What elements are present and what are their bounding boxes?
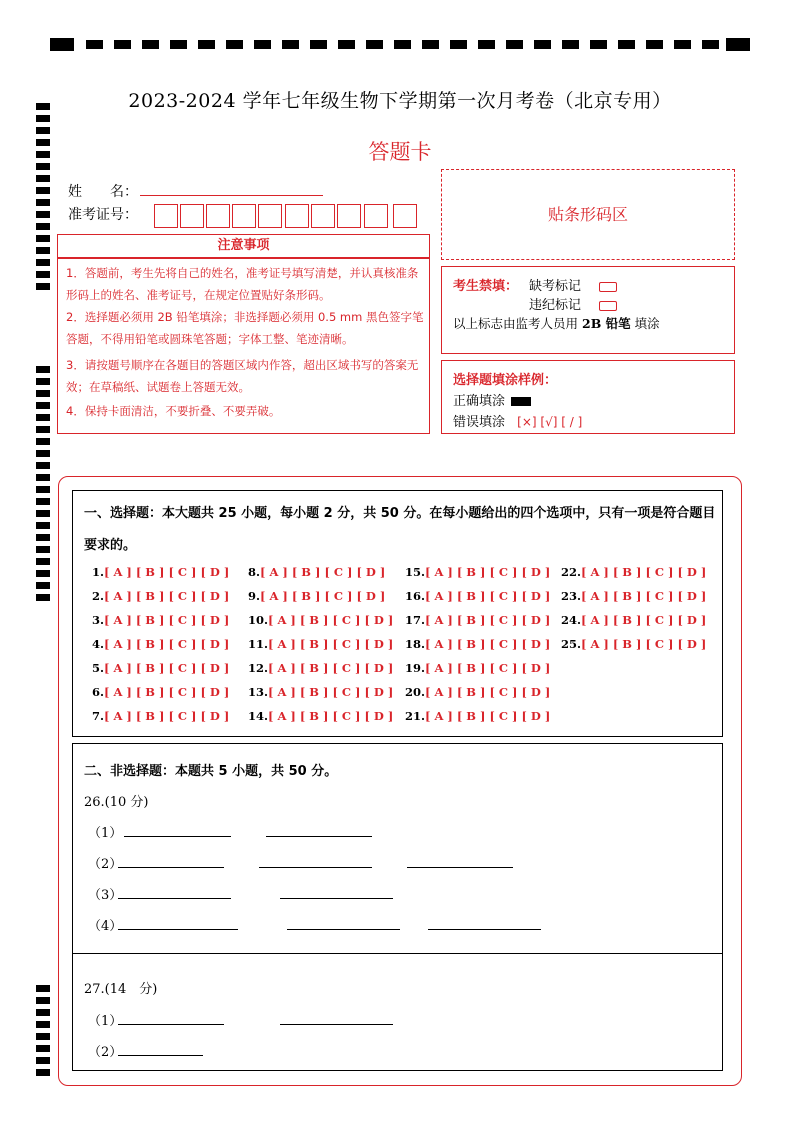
wrong-fill-row [453,411,582,430]
mc-options[interactable]: [ A ] [ B ] [ C ] [ D ] [425,709,551,723]
mc-number: 9. [248,589,261,603]
answer-line[interactable] [280,1024,393,1025]
forbidden-label: 考生禁填： [453,279,519,294]
correct-fill-label: 正确填涂 [453,394,506,409]
forbidden-note [453,314,660,332]
exam-title: 2023-2024 学年七年级生物下学期第一次月考卷（北京专用） [128,90,672,112]
mc-number: 6. [92,685,105,699]
absent-row [529,275,617,294]
mc-options[interactable]: [ A ] [ B ] [ C ] [ D ] [104,637,230,651]
mc-question-11[interactable] [248,637,393,651]
q26-part-2: （2） [88,857,123,872]
mc-options[interactable]: [ A ] [ B ] [ C ] [ D ] [425,565,551,579]
mc-question-8[interactable] [248,565,385,579]
mc-question-16[interactable] [405,589,550,603]
section2-divider [72,953,723,954]
barcode-area[interactable] [441,169,735,260]
absent-mark[interactable] [599,282,617,292]
mc-question-13[interactable] [248,685,393,699]
q27-label: 27.(14 分) [84,982,158,997]
section2-heading: 二、非选择题：本题共 5 小题，共 50 分。 [84,764,338,779]
mc-question-7[interactable] [92,709,229,723]
mc-number: 3. [92,613,105,627]
mc-number: 10. [248,613,269,627]
mc-number: 12. [248,661,269,675]
mc-options[interactable]: [ A ] [ B ] [ C ] [ D ] [104,565,230,579]
answer-line[interactable] [118,1024,224,1025]
mc-options[interactable]: [ A ] [ B ] [ C ] [ D ] [581,637,707,651]
mc-options[interactable]: [ A ] [ B ] [ C ] [ D ] [425,637,551,651]
card-title: 答题卡 [368,140,432,164]
mc-options[interactable]: [ A ] [ B ] [ C ] [ D ] [104,613,230,627]
name-label: 姓 名： [68,184,138,200]
answer-line[interactable] [407,867,513,868]
mc-question-21[interactable] [405,709,550,723]
mc-question-25[interactable] [561,637,706,651]
mc-number: 24. [561,613,582,627]
answer-line[interactable] [118,898,231,899]
forbidden-note-suffix: 填涂 [634,316,660,331]
mc-number: 15. [405,565,426,579]
mc-question-12[interactable] [248,661,393,675]
mc-question-2[interactable] [92,589,229,603]
violation-mark[interactable] [599,301,617,311]
mc-number: 20. [405,685,426,699]
section1-heading: 一、选择题：本大题共 25 小题，每小题 2 分，共 50 分。在每小题给出的四个选项中，只有一项是符合题目要求的。 [84,506,716,553]
barcode-label: 贴条形码区 [547,205,628,224]
name-field[interactable] [140,195,323,196]
answer-line[interactable] [287,929,400,930]
mc-number: 17. [405,613,426,627]
mc-question-15[interactable] [405,565,550,579]
mc-options[interactable]: [ A ] [ B ] [ C ] [ D ] [425,685,551,699]
answer-line[interactable] [118,1055,203,1056]
mc-question-17[interactable] [405,613,550,627]
mc-question-24[interactable] [561,613,706,627]
mc-question-18[interactable] [405,637,550,651]
mc-options[interactable]: [ A ] [ B ] [ C ] [ D ] [104,661,230,675]
mc-question-4[interactable] [92,637,229,651]
mc-number: 22. [561,565,582,579]
mc-number: 16. [405,589,426,603]
answer-line[interactable] [280,898,393,899]
correct-fill-row [453,390,531,409]
violation-row [529,294,617,313]
mc-options[interactable]: [ A ] [ B ] [ C ] [ D ] [260,565,386,579]
mc-options[interactable]: [ A ] [ B ] [ C ] [ D ] [268,637,394,651]
forbidden-note-bold: 2B 铅笔 [582,316,631,331]
section2-box [72,743,723,1071]
mc-options[interactable]: [ A ] [ B ] [ C ] [ D ] [581,565,707,579]
mc-options[interactable]: [ A ] [ B ] [ C ] [ D ] [260,589,386,603]
id-label: 准考证号： [68,207,138,223]
mc-question-1[interactable] [92,565,229,579]
forbidden-note-prefix: 以上标志由监考人员用 [453,316,579,331]
mc-question-10[interactable] [248,613,393,627]
q26-part-1: （1） [88,826,123,841]
mc-options[interactable]: [ A ] [ B ] [ C ] [ D ] [104,685,230,699]
notice-item-1: 1．答题前，考生先将自己的姓名，准考证号填写清楚，并认真核准条形码上的姓名、准考证号，在规定位置贴好条形码。 [66,266,419,302]
mc-number: 2. [92,589,105,603]
mc-number: 1. [92,565,105,579]
answer-line[interactable] [118,929,238,930]
mc-number: 7. [92,709,105,723]
wrong-fill-samples: [×] [√] [ / ] [517,415,583,429]
notice-item-2: 2．选择题必须用 2B 铅笔填涂；非选择题必须用 0.5 mm 黑色签字笔答题，不得用铅笔或圆珠笔答题；字体工整、笔迹清晰。 [66,310,424,346]
mc-question-9[interactable] [248,589,385,603]
mc-options[interactable]: [ A ] [ B ] [ C ] [ D ] [425,589,551,603]
answer-line[interactable] [124,836,231,837]
q26-label: 26.(10 分) [84,795,149,810]
mc-options[interactable]: [ A ] [ B ] [ C ] [ D ] [581,589,707,603]
mc-options[interactable]: [ A ] [ B ] [ C ] [ D ] [104,589,230,603]
mc-number: 23. [561,589,582,603]
mc-options[interactable]: [ A ] [ B ] [ C ] [ D ] [104,709,230,723]
q27-part-1: （1） [88,1014,123,1029]
notice-item-4: 4．保持卡面清洁，不要折叠、不要弄破。 [66,404,281,418]
answer-line[interactable] [118,867,224,868]
mc-number: 21. [405,709,426,723]
mc-question-14[interactable] [248,709,393,723]
mc-options[interactable]: [ A ] [ B ] [ C ] [ D ] [581,613,707,627]
wrong-fill-label: 错误填涂 [453,415,506,430]
mc-options[interactable]: [ A ] [ B ] [ C ] [ D ] [425,613,551,627]
mc-number: 4. [92,637,105,651]
q27-part-2: （2） [88,1045,123,1060]
mc-number: 5. [92,661,105,675]
correct-fill-sample [511,397,531,406]
answer-line[interactable] [266,836,372,837]
mc-question-3[interactable] [92,613,229,627]
mc-question-22[interactable] [561,565,706,579]
mc-question-20[interactable] [405,685,550,699]
mc-options[interactable]: [ A ] [ B ] [ C ] [ D ] [425,661,551,675]
mc-number: 14. [248,709,269,723]
mc-number: 13. [248,685,269,699]
mc-options[interactable]: [ A ] [ B ] [ C ] [ D ] [268,661,394,675]
q26-part-4: （4） [88,919,123,934]
mc-number: 8. [248,565,261,579]
violation-label: 违纪标记 [529,298,582,313]
mc-question-5[interactable] [92,661,229,675]
mc-question-6[interactable] [92,685,229,699]
mc-options[interactable]: [ A ] [ B ] [ C ] [ D ] [268,613,394,627]
fill-example-title: 选择题填涂样例： [453,373,558,388]
mc-number: 18. [405,637,426,651]
mc-number: 19. [405,661,426,675]
absent-label: 缺考标记 [529,279,582,294]
notice-header [57,234,430,258]
q26-part-3: （3） [88,888,123,903]
mc-question-19[interactable] [405,661,550,675]
mc-options[interactable]: [ A ] [ B ] [ C ] [ D ] [268,709,394,723]
notice-title: 注意事项 [217,238,270,253]
answer-line[interactable] [428,929,541,930]
notice-item-3: 3．请按题号顺序在各题目的答题区域内作答，超出区域书写的答案无效；在草稿纸、试题卷上答题无效。 [66,358,419,394]
mc-number: 11. [248,637,269,651]
answer-line[interactable] [259,867,372,868]
mc-question-23[interactable] [561,589,706,603]
mc-number: 25. [561,637,582,651]
mc-options[interactable]: [ A ] [ B ] [ C ] [ D ] [268,685,394,699]
